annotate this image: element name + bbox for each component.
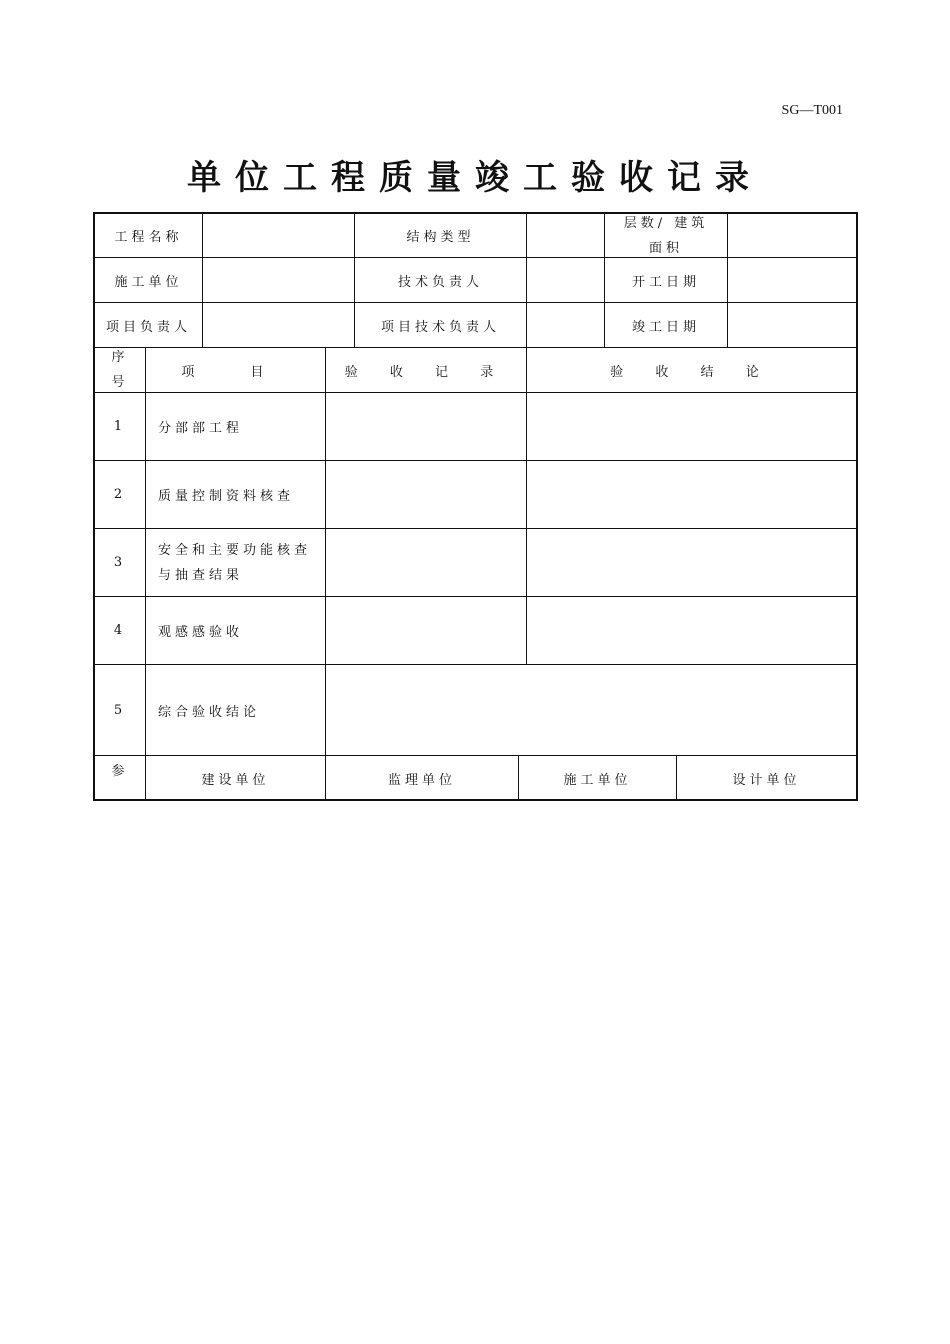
row-record-field[interactable]	[326, 461, 526, 528]
row-record-field[interactable]	[326, 529, 526, 596]
page-title: 单位工程质量竣工验收记录	[187, 158, 763, 198]
row-item: 观感感验收	[158, 625, 244, 640]
row-number: 2	[113, 487, 127, 502]
acceptance-record-table	[93, 212, 858, 801]
start-date-field[interactable]	[728, 258, 856, 302]
row-conclusion-field[interactable]	[527, 597, 856, 664]
row-number: 3	[113, 555, 127, 570]
final-conclusion-field[interactable]	[326, 665, 856, 755]
build-unit-label: 建设单位	[201, 773, 270, 788]
structure-type-field[interactable]	[527, 214, 604, 257]
project-name-field[interactable]	[203, 214, 354, 257]
row-item: 安全和主要功能核查与抽查结果	[158, 542, 312, 583]
supervise-unit-label: 监理单位	[387, 773, 456, 788]
construction-unit-label: 施工单位	[114, 274, 183, 290]
row-number: 4	[113, 623, 127, 638]
row-conclusion-field[interactable]	[527, 529, 856, 596]
row-number: 1	[113, 419, 127, 434]
completion-date-field[interactable]	[728, 303, 856, 347]
row-number: 5	[113, 702, 127, 718]
project-tech-lead-label: 项目技术负责人	[380, 319, 500, 335]
design-unit-label: 设计单位	[732, 773, 801, 788]
seq-header: 序号	[111, 350, 129, 390]
row-item: 综合验收结论	[158, 704, 261, 720]
row-item: 质量控制资料核查	[158, 489, 295, 504]
row-record-field[interactable]	[326, 393, 526, 460]
row-conclusion-field[interactable]	[527, 461, 856, 528]
construction-unit-sign-label: 施工单位	[563, 773, 632, 788]
row-conclusion-field[interactable]	[527, 393, 856, 460]
participants-label: 参	[111, 763, 129, 779]
start-date-label: 开工日期	[631, 274, 700, 290]
construction-unit-field[interactable]	[203, 258, 354, 302]
tech-lead-field[interactable]	[527, 258, 604, 302]
row-record-field[interactable]	[326, 597, 526, 664]
project-name-label: 工程名称	[114, 230, 183, 245]
record-header: 验 收 记 录	[344, 364, 508, 380]
floors-area-field[interactable]	[728, 214, 856, 257]
structure-type-label: 结构类型	[406, 230, 475, 245]
form-code: SG—T001	[781, 103, 843, 118]
row-item: 分部部工程	[158, 421, 244, 436]
project-manager-field[interactable]	[203, 303, 354, 347]
floors-area-label: 层数/ 建筑面积	[623, 215, 709, 256]
project-manager-label: 项目负责人	[105, 319, 191, 335]
conclusion-header: 验 收 结 论	[610, 364, 773, 380]
tech-lead-label: 技术负责人	[397, 274, 483, 290]
project-tech-lead-field[interactable]	[527, 303, 604, 347]
completion-date-label: 竣工日期	[631, 319, 700, 335]
item-header: 项 目	[181, 364, 290, 380]
